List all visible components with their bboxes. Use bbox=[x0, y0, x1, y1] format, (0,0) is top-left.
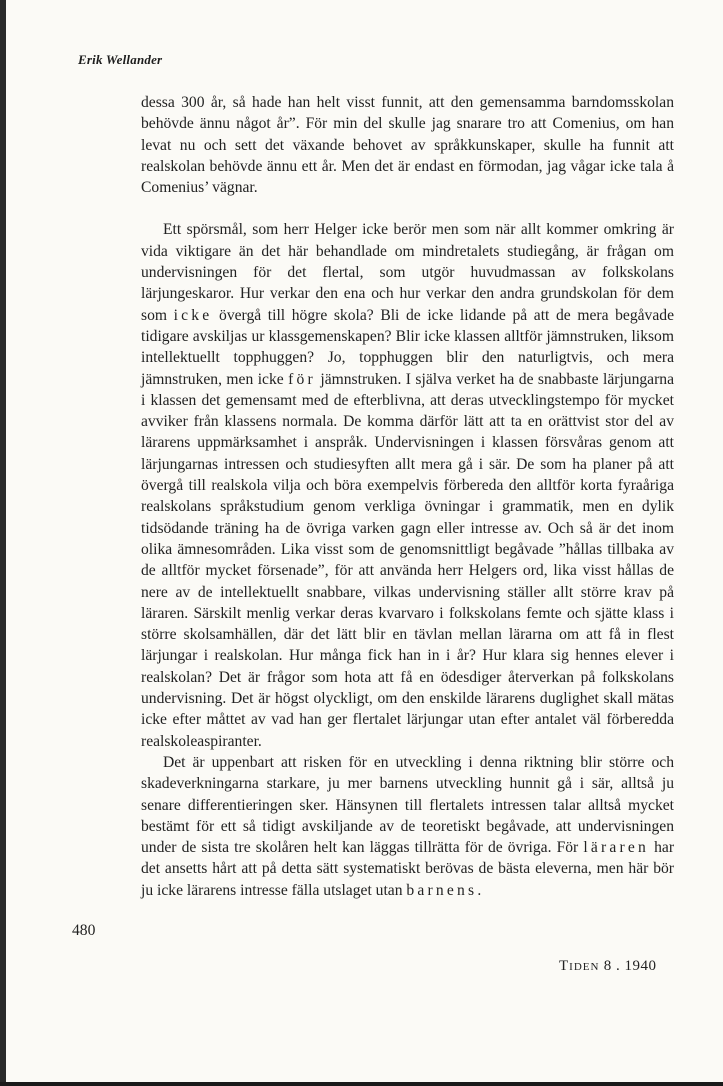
spaced-emphasis-for: för bbox=[288, 370, 316, 388]
paragraph-3-text: Det är uppenbart att risken för en utveckling i denna riktning blir större och skadeverkningarna starkare, ju mer barnens utveckling hunnit gå i sär, alltså ju senare differentieringen sker. Hänsynen till flertalets intressen talar alltså mycket bestämt för ett så tidigt avskiljande av de teoretiskt begåvade, att undervisningen under de sista tre skolåren helt kan läggas tillrätta för de övriga. För bbox=[141, 753, 674, 857]
journal-footer bbox=[559, 958, 656, 975]
paragraph-3 bbox=[141, 752, 674, 901]
issue-year: 1940 bbox=[624, 958, 657, 974]
paragraph-1: dessa 300 år, så hade han helt visst funnit, att den gemensamma barndomsskolan behövde ännu något år”. För min del skulle jag snarare tro att Comenius, om han levat nu och sett det växande behovet av språkkunskaper, skulle ha funnit att realskolan behövde ännu ett år. Men det är endast en förmodan, jag vågar icke tala å Comenius’ vägnar. bbox=[141, 94, 674, 197]
running-head-author: Erik Wellander bbox=[78, 52, 163, 67]
paragraph-gap bbox=[141, 198, 674, 219]
journal-name: Tiden bbox=[559, 958, 600, 974]
spaced-emphasis-lararen: läraren bbox=[583, 839, 650, 857]
page-sheet bbox=[6, 0, 723, 1082]
paragraph-2-text: övergå till högre skola? Bli de icke lidande på att de mera begåvade tidigare avskiljas ur klassgemenskapen? Blir icke klassen alltför jämnstruken, liksom intellektuellt topphuggen? Jo, topphuggen blir den naturligtvis, och mera jämnstruken, men icke bbox=[141, 306, 674, 388]
paragraph-3-text: . bbox=[477, 881, 482, 899]
footer-separator: . bbox=[615, 958, 621, 974]
paragraph-2 bbox=[141, 219, 674, 751]
page-number: 480 bbox=[72, 922, 96, 939]
article-body bbox=[141, 92, 674, 901]
paragraph-2-text: Ett spörsmål, som herr Helger icke berör men som när allt kommer omkring är vida viktigare än det här behandlade om mindretalets studiegång, är frågan om undervisningen för det flertal, som utgör huvudmassan av folkskolans lärjungeskaror. Hur verkar den ena och hur verkar den andra grundskolan för dem som bbox=[141, 221, 674, 324]
issue-number: 8 bbox=[603, 958, 612, 974]
paragraph-3-text: har det ansetts hårt att på detta sätt systematiskt berövas de bästa eleverna, men här bör ju icke lärarens intresse fälla utslaget utan bbox=[141, 839, 675, 899]
spaced-emphasis-icke: icke bbox=[173, 306, 213, 324]
page-bottom-edge bbox=[0, 1082, 723, 1086]
paragraph-2-text: jämnstruken. I själva verket ha de snabbaste lärjungarna i klassen det gemensamt med de efterblivna, att deras utvecklingstempo för mycket avviker från klassens normala. De komma därför lätt att ta en orättvist stor del av lärarens uppmärksamhet i anspråk. Undervisningen i klassen försvåras genom att lärjungarnas intressen och studiesyften allt mera gå i sär. De som ha planer på att övergå till realskola vilja och böra exempelvis förbereda den alltför korta fyraåriga realskolans språkstudium genom verkliga övningar i grammatik, men en dylik tidsödande träning ha de övriga varken gagn eller intresse av. Och så är det inom olika ämnesområden. Lika visst som de genomsnittligt begåvade ”hållas tillbaka av de alltför mycket försenade”, för att använda herr Helgers ord, lika visst hållas de nere av de intellektuellt snabbare, vilkas undervisning ställer allt större krav på läraren. Särskilt menlig verkar deras kvarvaro i folkskolans femte och sjätte klass i större skolsamhällen, där det lätt blir en tävlan mellan lärarna om att få in flest lärjungar i realskolan. Hur många fick han in i år? Hur klara sig hennes elever i realskolan? Det är frågor som hota att få en ödesdiger återverkan på folkskolans undervisning. Det är högst olyckligt, om den enskilde lärarens duglighet skall mätas icke efter måttet av vad han ger flertalet lärjungar utan efter antalet väl förberedda realskoleaspiranter. bbox=[141, 370, 675, 750]
spaced-emphasis-barnens: barnens bbox=[406, 881, 478, 899]
